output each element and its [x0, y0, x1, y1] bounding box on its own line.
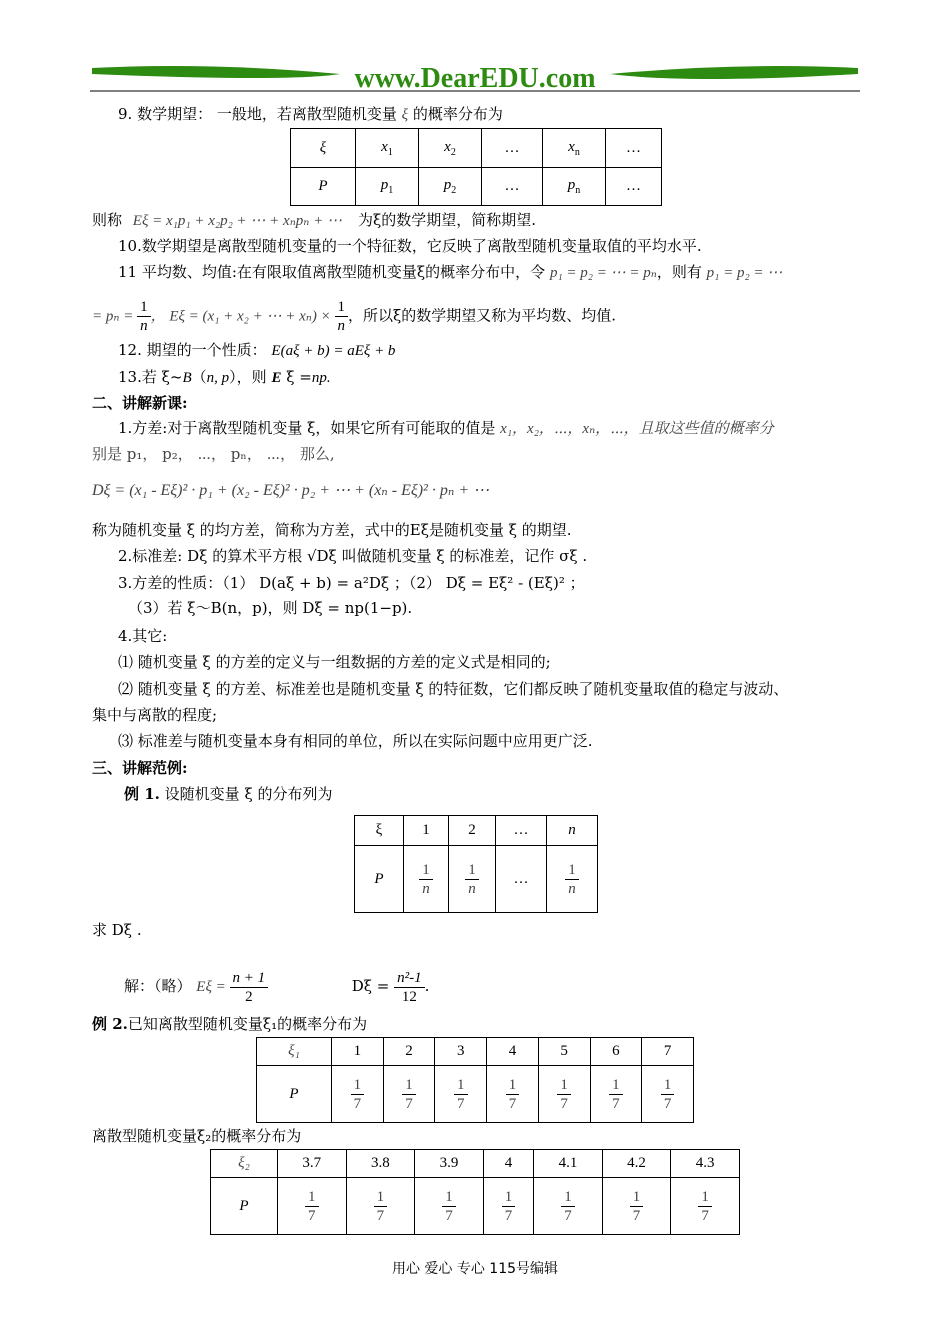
p3-line-1: 3.方差的性质：（1） D(aξ + b) = a²Dξ ；（2） Dξ = Eξ² - (Eξ)² ； — [118, 574, 585, 592]
p2-line: 2.标准差: Dξ 的算术平方根 √Dξ 叫做随机变量 ξ 的标准差，记作 σξ . — [118, 547, 588, 565]
p3-line-2: （3）若 ξ～B(n，p)，则 Dξ = np(1−p). — [128, 599, 413, 617]
page-footer: 用心 爱心 专心 115号编辑 — [391, 1261, 559, 1277]
page-header — [90, 60, 860, 100]
header-banner — [90, 60, 860, 100]
s9b-line: 则称 Eξ = x₁p₁ + x₂p₂ + ⋯ + xₙpₙ + ⋯ 为ξ的数学期望，简称期望. — [92, 211, 536, 229]
section-3-heading: 三、讲解范例: — [92, 759, 188, 777]
p4-item-3: ⑶ 标准差与随机变量本身有相同的单位，所以在实际问题中应用更广泛. — [118, 732, 593, 750]
example-2-table-1: ξ₁ 1 2 3 4 5 6 7 P $\frac{1}{7}$ $\frac{1}{7}$ $\frac{1}{7}$ $\frac{1}{7}$ $\frac{1}{7}$ $\frac{1}{7}$ $\frac{1}{7}$ — [256, 1037, 694, 1123]
example-1-question: 求 Dξ . — [92, 921, 142, 939]
example-2-title: 例 2.已知离散型随机变量ξ₁的概率分布为 — [92, 1015, 368, 1033]
s10-line: 10.数学期望是离散型随机变量的一个特征数，它反映了离散型随机变量取值的平均水平. — [118, 237, 702, 255]
s13-line: 13.若 ξ~B（n, p），则 E ξ =np. — [118, 368, 331, 386]
variance-formula: Dξ = (x₁ - Eξ)² · p₁ + (x₂ - Eξ)² · p₂ + ⋯ + (xₙ - Eξ)² · pₙ + ⋯ — [92, 482, 490, 499]
p4-item-2: ⑵ 随机变量 ξ 的方差、标准差也是随机变量 ξ 的特征数，它们都反映了随机变量取值的稳定与波动、 — [118, 680, 789, 698]
site-logo: www.DearEDU.com — [354, 63, 596, 94]
s11-line-1: 11 平均数、均值:在有限取值离散型随机变量ξ的概率分布中，令 p₁ = p₂ = ⋯ = pₙ，则有 p₁ = p₂ = ⋯ — [118, 263, 783, 281]
example-1-title: 例 1. 设随机变量 ξ 的分布列为 — [124, 785, 333, 803]
example-1-table: ξ 1 2 … n P $\frac{1}{n}$ $\frac{1}{n}$ … $\frac{1}{n}$ — [354, 815, 598, 913]
p4-title: 4.其它: — [118, 627, 168, 645]
s11-line-2: = pₙ = $\frac{1}{n}$ ， Eξ = (x₁ + x₂ + ⋯ + xₙ) × $\frac{1}{n}$ ，所以ξ的数学期望又称为平均数、均值. — [92, 299, 617, 334]
example-1-solution: 解：（略） Eξ = $\frac{n + 1}{2}$ Dξ = $\frac{\text{n²-1}}{12}$ . — [124, 969, 430, 1005]
p1-line-1: 1.方差:对于离散型随机变量 ξ，如果它所有可能取的值是 x₁，x₂，⋯，xₙ，⋯，且取这些值的概率分 — [118, 419, 774, 437]
p1-line-3: 称为随机变量 ξ 的均方差，简称为方差，式中的Eξ是随机变量 ξ 的期望. — [92, 521, 572, 539]
example-2-text-2: 离散型随机变量ξ₂的概率分布为 — [92, 1127, 302, 1145]
distribution-table-1: ξ $x_1$ $x_2$ … $x_n$ … P $p_1$ $p_2$ … $p_n$ … — [290, 128, 662, 206]
s9-line: 9. 数学期望： 一般地，若离散型随机变量 ξ 的概率分布为 — [118, 105, 503, 123]
p4-item-2b: 集中与离散的程度; — [92, 706, 218, 724]
s12-line: 12. 期望的一个性质： E(aξ + b) = aEξ + b — [118, 341, 396, 359]
example-2-table-2: ξ₂ 3.7 3.8 3.9 4 4.1 4.2 4.3 P $\frac{1}{7}$ $\frac{1}{7}$ $\frac{1}{7}$ $\frac{1}{7}$ $\frac{1}{7}$ $\frac{1}{7}$ $\frac{1}{7}$ — [210, 1149, 740, 1235]
section-2-heading: 二、讲解新课: — [92, 394, 188, 412]
p1-line-2: 别是 p₁， p₂， ⋯， pₙ， ⋯， 那么, — [92, 445, 335, 463]
p4-item-1: ⑴ 随机变量 ξ 的方差的定义与一组数据的方差的定义式是相同的; — [118, 653, 551, 671]
